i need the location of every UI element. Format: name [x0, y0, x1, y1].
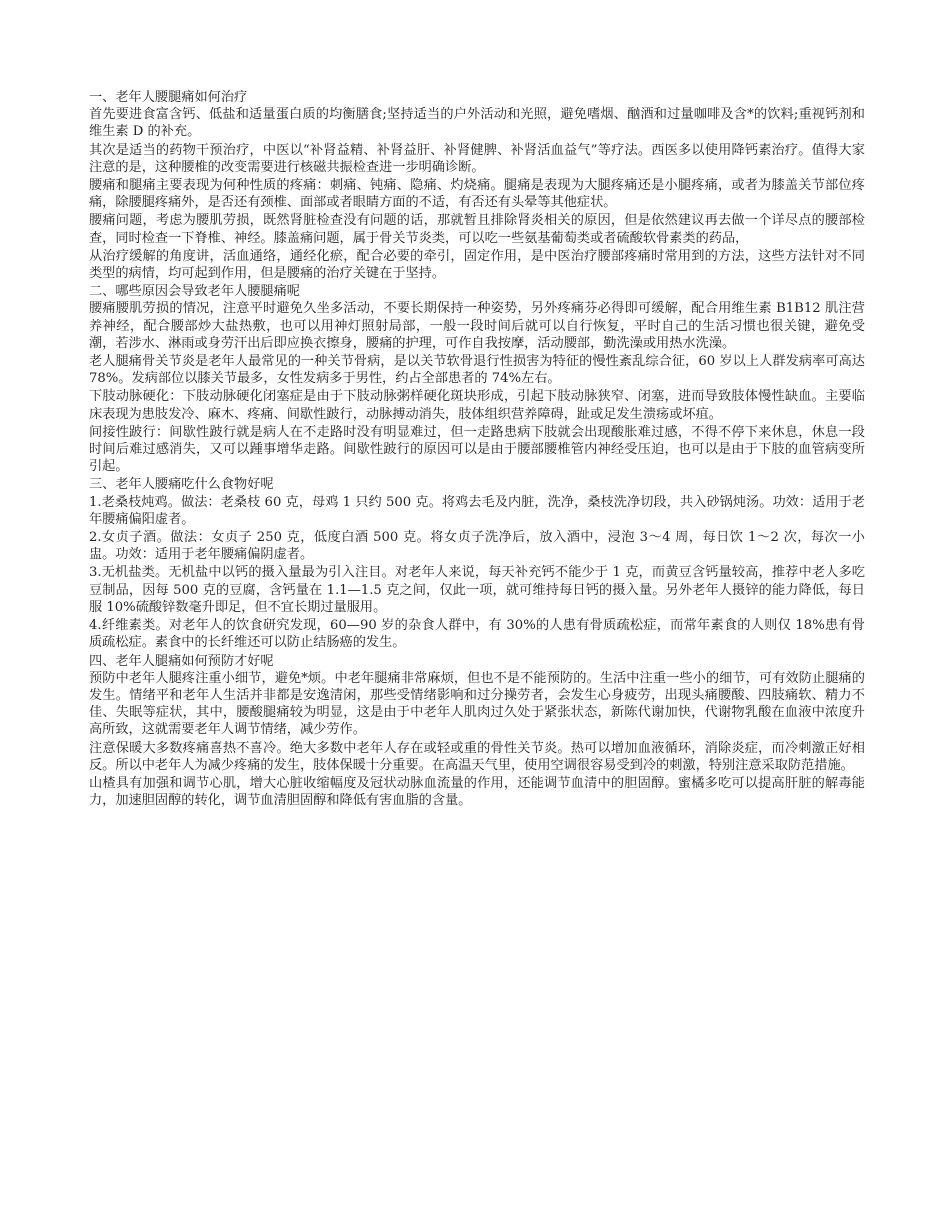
paragraph: 间接性跛行：间歇性跛行就是病人在不走路时没有明显难过，但一走路患病下肢就会出现酸胀难过感，不得不停下来休息，休息一段时间后难过感消失，又可以踵事增华走路。间歇性跛行的原因可以是由于腰部腰椎管内神经受压迫，也可以是由于下肢的血管病变所引起。: [89, 424, 865, 475]
section-heading-4: 四、老年人腿痛如何预防才好呢: [89, 653, 274, 669]
paragraph: 其次是适当的药物干预治疗，中医以“补肾益精、补肾益肝、补肾健脾、补肾活血益气”等疗法。西医多以使用降钙素治疗。值得大家注意的是，这种腰椎的改变需要进行核磁共振检查进一步明确诊断。: [89, 142, 865, 175]
document-body: [89, 89, 865, 810]
paragraph: 老人腿痛骨关节炎是老年人最常见的一种关节骨病，是以关节软骨退行性损害为特征的慢性紊乱综合征，60 岁以上人群发病率可高达 78%。发病部位以膝关节最多，女性发病多于男性，约占全部患者的 74%左右。: [89, 354, 865, 387]
paragraph: 1.老桑枝炖鸡。做法：老桑枝 60 克，母鸡 1 只约 500 克。将鸡去毛及内脏，洗净，桑枝洗净切段，共入砂锅炖汤。功效：适用于老年腰痛偏阳虚者。: [89, 494, 865, 527]
paragraph: 预防中老年人腿疼注重小细节，避免*烦。中老年腿痛非常麻烦，但也不是不能预防的。生活中注重一些小的细节，可有效防止腿痛的发生。情绪平和老年人生活并非都是安逸清闲，那些受情绪影响和过分操劳者，会发生心身疲劳，出现头痛腰酸、四肢痛软、精力不佳、失眠等症状，其中，腰酸腿痛较为明显，这是由于中老年人肌肉过久处于紧张状态，新陈代谢加快，代谢物乳酸在血液中浓度升高所致，这就需要老年人调节情绪，减少劳作。: [89, 670, 865, 738]
paragraph: 首先要进食富含钙、低盐和适量蛋白质的均衡膳食;坚持适当的户外活动和光照，避免嗜烟、酗酒和过量咖啡及含*的饮料;重视钙剂和维生素 D 的补充。: [89, 107, 865, 140]
paragraph: 注意保暖大多数疼痛喜热不喜冷。绝大多数中老年人存在或轻或重的骨性关节炎。热可以增加血液循环，消除炎症，而冷刺激正好相反。所以中老年人为减少疼痛的发生，肢体保暖十分重要。在高温天气里，使用空调很容易受到冷的刺激，特别注意采取防范措施。: [89, 740, 865, 773]
paragraph: 3.无机盐类。无机盐中以钙的摄入量最为引入注目。对老年人来说，每天补充钙不能少于 1 克，而黄豆含钙量较高，推荐中老人多吃豆制品，因每 500 克的豆腐，含钙量在 1.1—1.5 克之间，仅此一项，就可维持每日钙的摄入量。另外老年人摄锌的能力降低，每日服 10%硫酸锌数毫升即足，但不宜长期过量服用。: [89, 565, 865, 615]
paragraph: 下肢动脉硬化：下肢动脉硬化闭塞症是由于下肢动脉粥样硬化斑块形成，引起下肢动脉狭窄、闭塞，进而导致肢体慢性缺血。主要临床表现为患肢发冷、麻木、疼痛、间歇性跛行，动脉搏动消失，肢体组织营养障碍，趾或足发生溃疡或坏疽。: [89, 389, 865, 422]
paragraph: 腰痛和腿痛主要表现为何种性质的疼痛：刺痛、钝痛、隐痛、灼烧痛。腿痛是表现为大腿疼痛还是小腿疼痛，或者为膝盖关节部位疼痛，除腰腿疼痛外，是否还有颈椎、面部或者眼睛方面的不适，有否还有头晕等其他症状。: [89, 178, 865, 211]
section-heading-2: 二、哪些原因会导致老年人腰腿痛呢: [89, 284, 300, 300]
paragraph: 腰痛问题，考虑为腰肌劳损，既然肾脏检查没有问题的话，那就暂且排除肾炎相关的原因，但是依然建议再去做一个详尽点的腰部检查，同时检查一下脊椎、神经。膝盖痛问题，属于骨关节炎类，可以吃一些氨基葡萄类或者硫酸软骨素类的药品，: [89, 213, 865, 246]
paragraph: 腰痛腰肌劳损的情况，注意平时避免久坐多活动，不要长期保持一种姿势，另外疼痛芬必得即可缓解，配合用维生素 B1B12 肌注营养神经，配合腰部炒大盐热敷，也可以用神灯照射局部，一般一段时间后就可以自行恢复，平时自己的生活习惯也很关键，避免受潮，若涉水、淋雨或身劳汗出后即应换衣擦身，腰痛的护理，可作自我按摩，活动腰部，勤洗澡或用热水洗澡。: [89, 301, 865, 351]
paragraph: 2.女贞子酒。做法：女贞子 250 克，低度白酒 500 克。将女贞子洗净后，放入酒中，浸泡 3～4 周，每日饮 1～2 次，每次一小盅。功效：适用于老年腰痛偏阴虚者。: [89, 530, 865, 563]
section-heading-3: 三、老年人腰痛吃什么食物好呢: [89, 477, 274, 493]
paragraph: 4.纤维素类。对老年人的饮食研究发现，60—90 岁的杂食人群中，有 30%的人患有骨质疏松症，而常年素食的人则仅 18%患有骨质疏松症。素食中的长纤维还可以防止结肠癌的发生。: [89, 618, 865, 651]
paragraph: 从治疗缓解的角度讲，活血通络，通经化瘀，配合必要的牵引，固定作用，是中医治疗腰部疼痛时常用到的方法，这些方法针对不同类型的病情，均可起到作用，但是腰痛的治疗关键在于坚持。: [89, 248, 865, 282]
section-heading-1: 一、老年人腰腿痛如何治疗: [89, 90, 248, 105]
paragraph: 山楂具有加强和调节心肌，增大心脏收缩幅度及冠状动脉血流量的作用，还能调节血清中的胆固醇。蜜橘多吃可以提高肝脏的解毒能力，加速胆固醇的转化，调节血清胆固醇和降低有害血脂的含量。: [89, 775, 865, 809]
